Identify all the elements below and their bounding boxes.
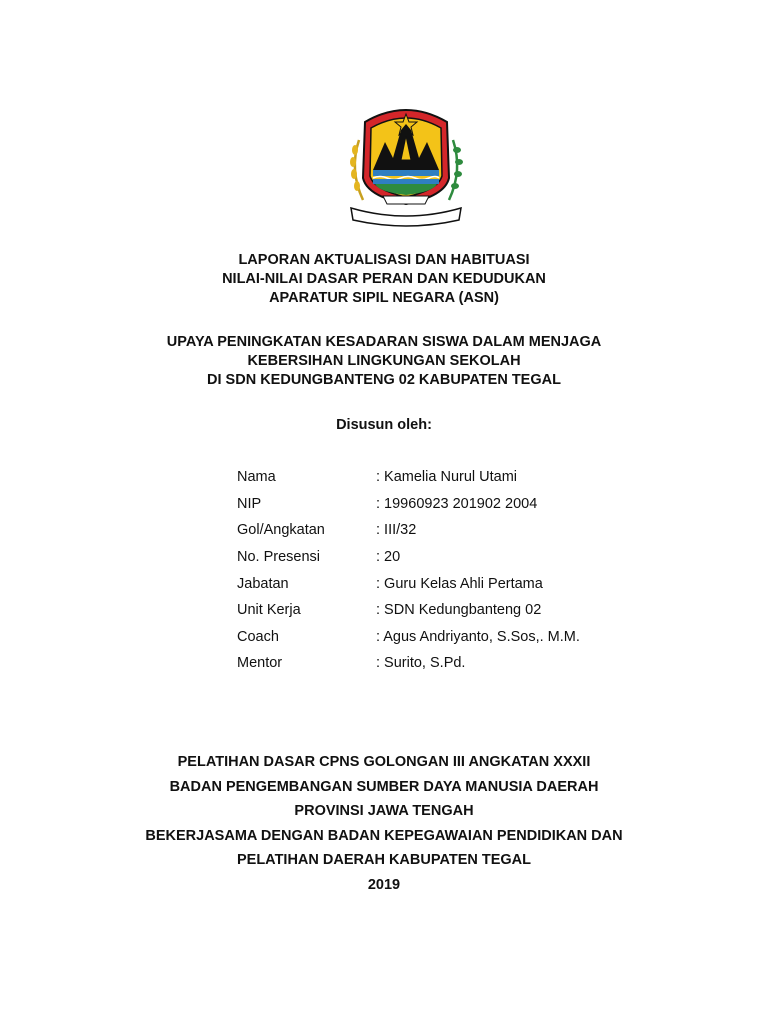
info-row-coach bbox=[237, 624, 676, 651]
rice-stalk-icon bbox=[350, 140, 363, 200]
footer-year: 2019 bbox=[367, 876, 401, 893]
info-row-no-presensi bbox=[237, 544, 676, 571]
footer-line-3: PROVINSI JAWA TENGAH bbox=[294, 803, 474, 819]
author-label-text: Disusun oleh: bbox=[336, 417, 432, 433]
author-label bbox=[0, 416, 768, 435]
topic-title bbox=[0, 333, 768, 390]
info-row-nip bbox=[237, 491, 676, 518]
info-value: : SDN Kedungbanteng 02 bbox=[376, 602, 542, 619]
info-key: Gol/Angkatan bbox=[237, 522, 325, 539]
info-row-nama bbox=[237, 464, 676, 491]
institution-footer bbox=[0, 753, 768, 900]
report-title-line-2: NILAI-NILAI DASAR PERAN DAN KEDUDUKAN bbox=[222, 271, 546, 287]
info-row-jabatan bbox=[237, 570, 676, 597]
info-key: NIP bbox=[237, 495, 262, 512]
info-value: : III/32 bbox=[376, 522, 417, 539]
report-title-line-1: LAPORAN AKTUALISASI DAN HABITUASI bbox=[238, 252, 530, 268]
info-key: Mentor bbox=[237, 655, 283, 672]
topic-title-line-1: UPAYA PENINGKATAN KESADARAN SISWA DALAM MENJAGA bbox=[166, 334, 602, 350]
info-value: : Guru Kelas Ahli Pertama bbox=[376, 575, 543, 592]
footer-line-2: BADAN PENGEMBANGAN SUMBER DAYA MANUSIA DAERAH bbox=[169, 778, 599, 795]
info-row-mentor bbox=[237, 650, 676, 677]
info-row-unit-kerja bbox=[237, 597, 676, 624]
info-key: Unit Kerja bbox=[237, 602, 301, 619]
info-key: Jabatan bbox=[237, 575, 289, 592]
info-value: : Kamelia Nurul Utami bbox=[376, 469, 518, 486]
info-key: No. Presensi bbox=[237, 549, 321, 566]
info-key: Nama bbox=[237, 469, 276, 486]
topic-title-line-2: KEBERSIHAN LINGKUNGAN SEKOLAH bbox=[247, 353, 521, 369]
jawa-tengah-emblem-icon bbox=[345, 100, 467, 230]
footer-line-5: PELATIHAN DAERAH KABUPATEN TEGAL bbox=[236, 852, 532, 868]
info-value: : 19960923 201902 2004 bbox=[376, 495, 538, 512]
author-info-table bbox=[237, 464, 676, 677]
report-title-line-3: APARATUR SIPIL NEGARA (ASN) bbox=[269, 290, 499, 306]
topic-title-line-3: DI SDN KEDUNGBANTENG 02 KABUPATEN TEGAL bbox=[207, 372, 561, 388]
cotton-branch-icon bbox=[449, 140, 463, 200]
info-value: : Agus Andriyanto, S.Sos,. M.M. bbox=[376, 628, 580, 645]
footer-line-1: PELATIHAN DASAR CPNS GOLONGAN III ANGKATAN XXXII bbox=[177, 754, 591, 770]
report-title bbox=[0, 251, 768, 308]
info-row-gol-angkatan bbox=[237, 517, 676, 544]
info-value: : Surito, S.Pd. bbox=[376, 655, 466, 672]
info-key: Coach bbox=[237, 628, 279, 645]
info-value: : 20 bbox=[376, 549, 401, 566]
footer-line-4: BEKERJASAMA DENGAN BADAN KEPEGAWAIAN PENDIDIKAN DAN bbox=[145, 827, 623, 844]
